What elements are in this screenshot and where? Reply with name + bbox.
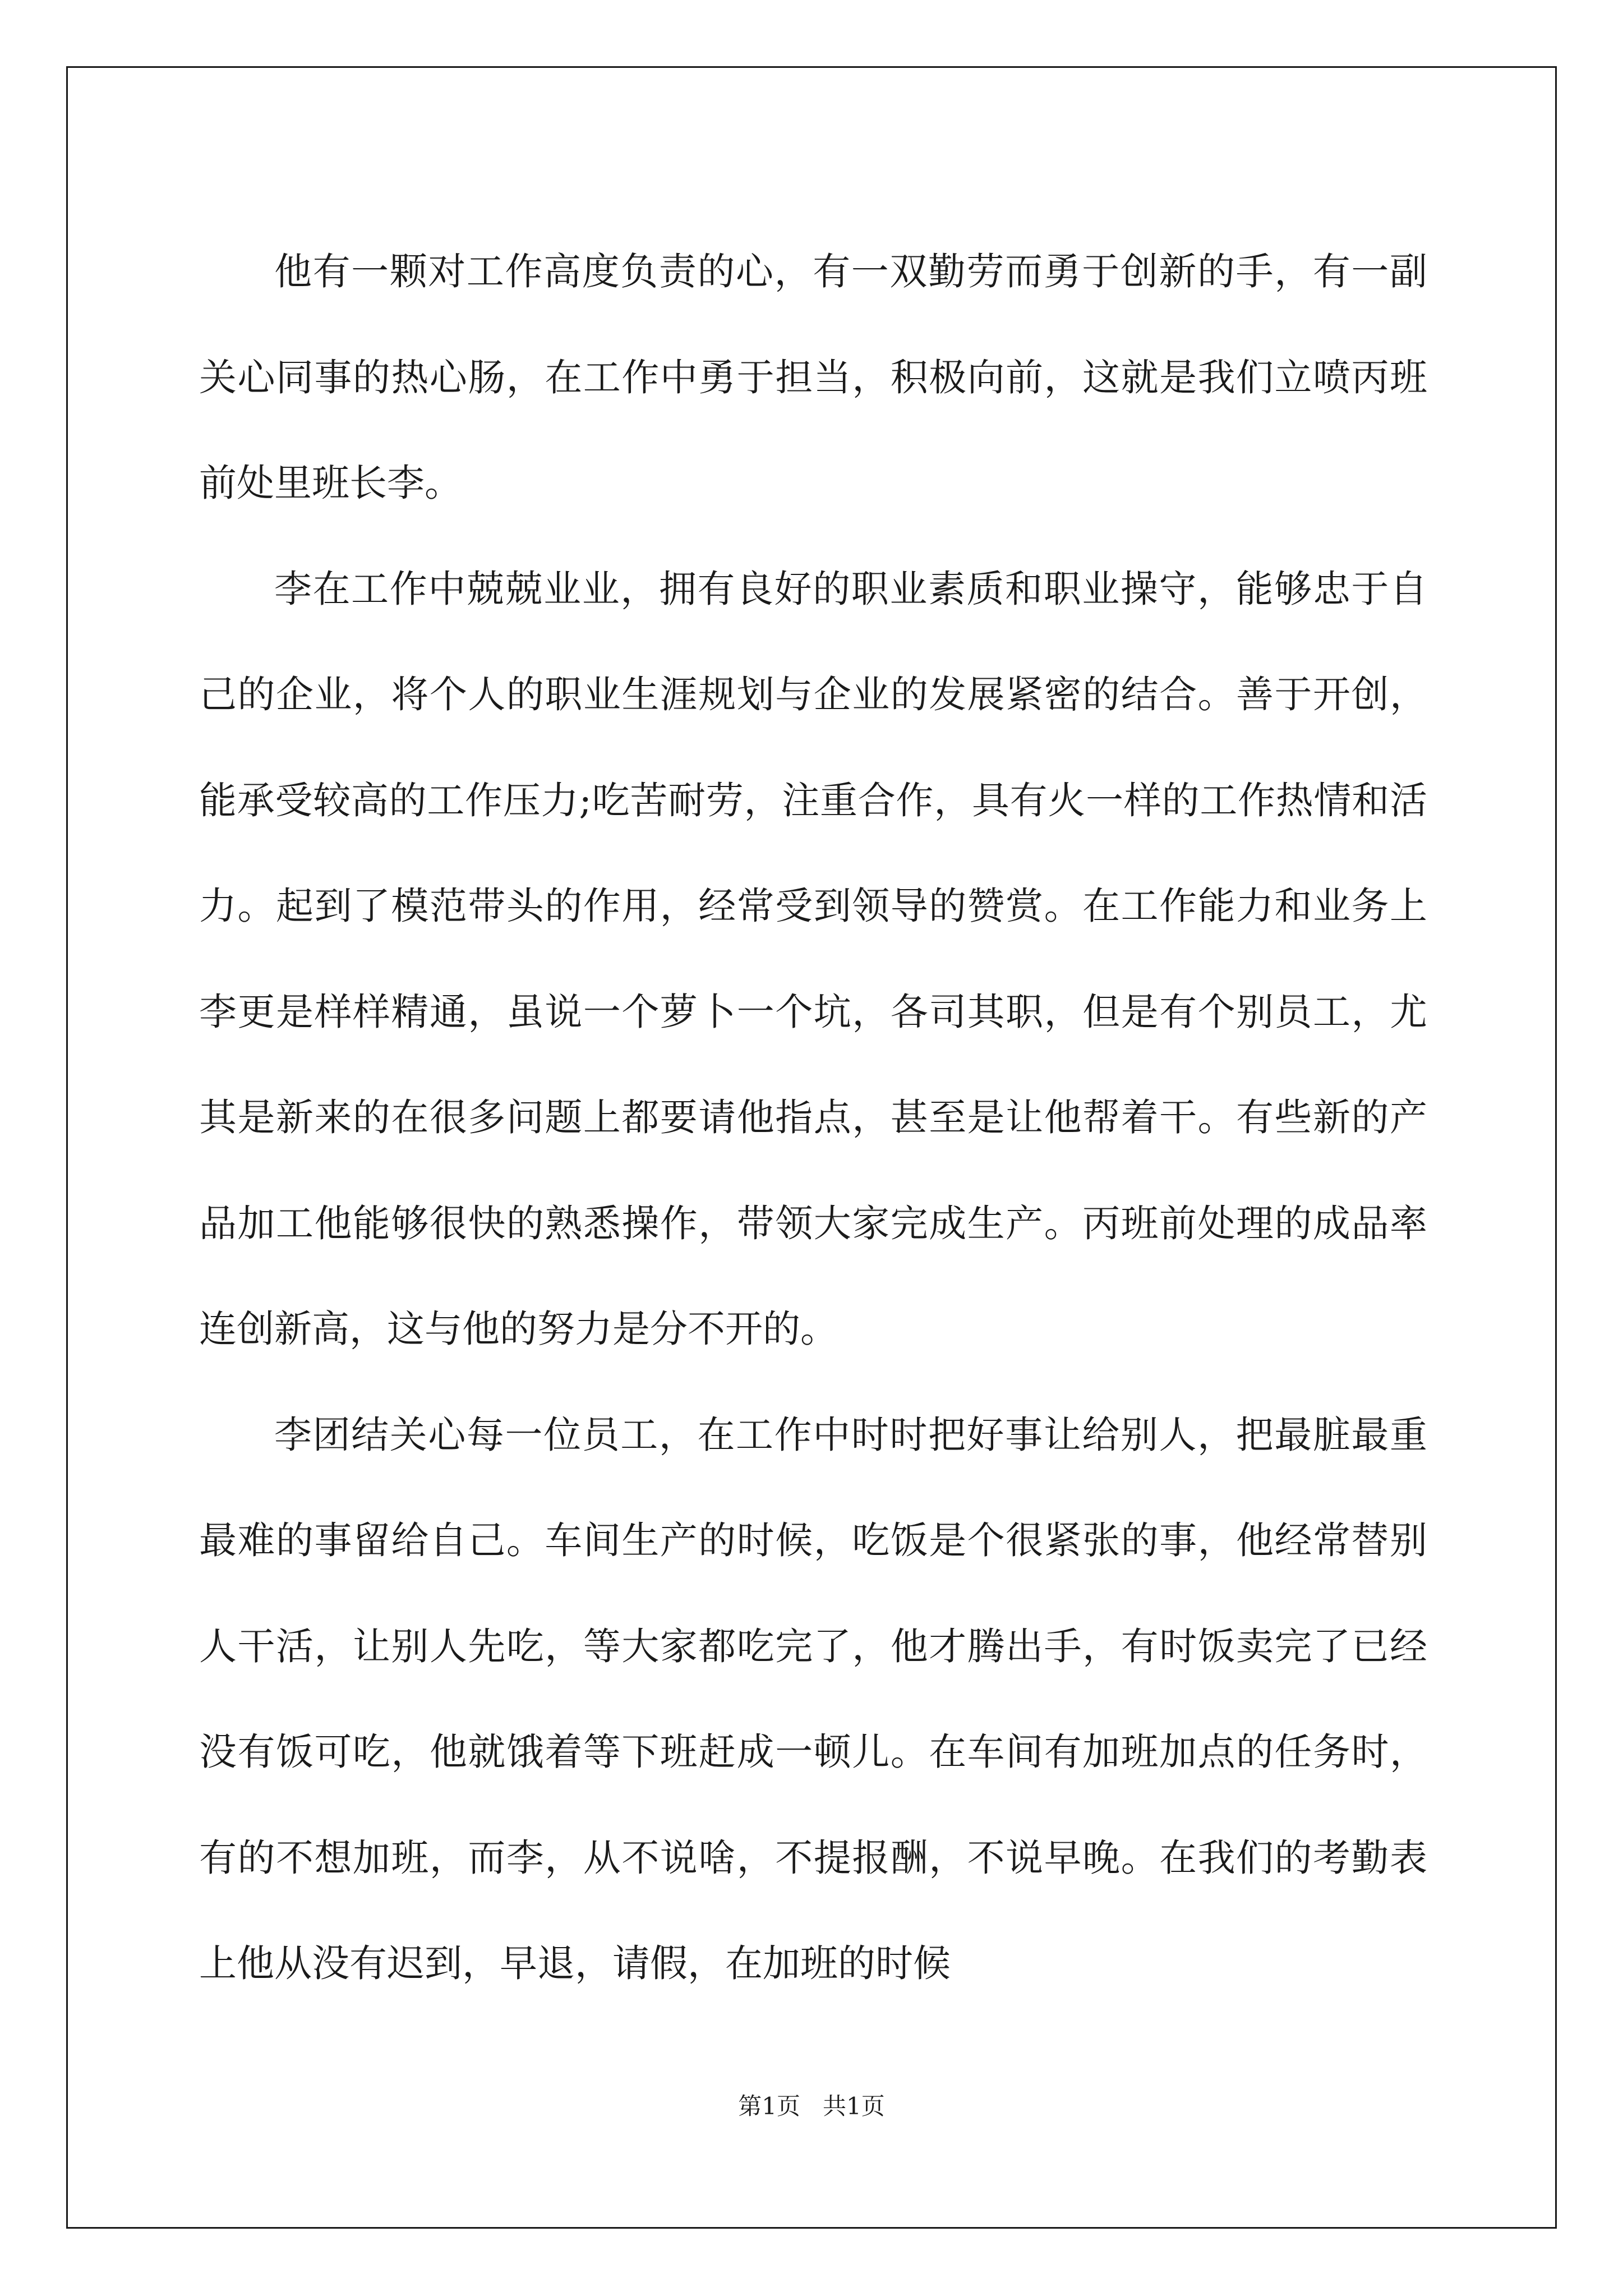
- page-number-footer: 第1页 共1页: [738, 2092, 885, 2120]
- paragraph-1: 他有一颗对工作高度负责的心，有一双勤劳而勇于创新的手，有一副关心同事的热心肠，在工作中勇于担当，积极向前，这就是我们立喷丙班前处里班长李。: [199, 250, 1427, 505]
- document-body: [199, 219, 1427, 2017]
- paragraph-2: 李在工作中兢兢业业，拥有良好的职业素质和职业操守，能够忠于自己的企业，将个人的职业生涯规划与企业的发展紧密的结合。善于开创，能承受较高的工作压力;吃苦耐劳，注重合作，具有火一样的工作热情和活力。起到了模范带头的作用，经常受到领导的赞赏。在工作能力和业务上李更是样样精通，虽说一个萝卜一个坑，各司其职，但是有个别员工，尤其是新来的在很多问题上都要请他指点，甚至是让他帮着干。有些新的产品加工他能够很快的熟悉操作，带领大家完成生产。丙班前处理的成品率连创新高，这与他的努力是分不开的。: [199, 567, 1427, 1351]
- paragraph-3: 李团结关心每一位员工，在工作中时时把好事让给别人，把最脏最重最难的事留给自己。车间生产的时候，吃饭是个很紧张的事，他经常替别人干活，让别人先吃，等大家都吃完了，他才腾出手，有时饭卖完了已经没有饭可吃，他就饿着等下班赶成一顿儿。在车间有加班加点的任务时，有的不想加班，而李，从不说啥，不提报酬，不说早晚。在我们的考勤表上他从没有迟到，早退，请假，在加班的时候: [199, 1412, 1427, 1985]
